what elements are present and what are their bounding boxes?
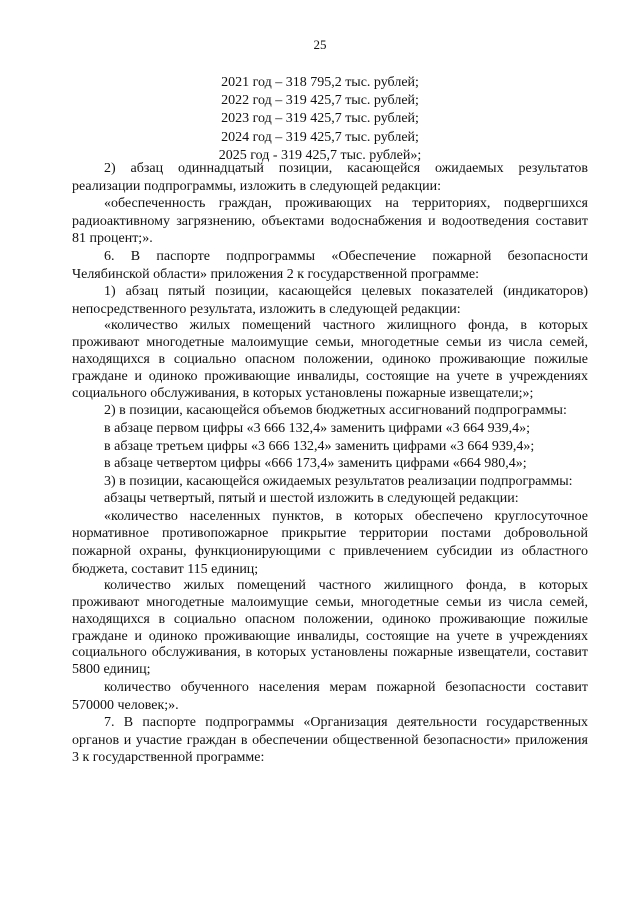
paragraphs-replacement-note: абзацы четвертый, пятый и шестой изложить в следующей редакции: — [104, 491, 519, 507]
funding-year-line: 2025 год - 319 425,7 тыс. рублей»; — [218, 147, 422, 163]
page-number: 25 — [313, 37, 327, 52]
paragraph-item-3: 3) в позиции, касающейся ожидаемых результатов реализации подпрограммы: — [104, 473, 573, 489]
quoted-amendment-fire-detectors: «количество жилых помещений частного жилищного фонда, в которых проживают многодетные малоимущие семьи, многодетные семьи из числа семей, находящихся в социально опасном положении, одиноко проживающие пожилые граждане и одиноко проживающие инвалиды, состоящие на учете в учреждениях социального обслуживания, в которых установлены пожарные извещатели;»; — [72, 318, 588, 401]
funding-year-line: 2022 год – 319 425,7 тыс. рублей; — [221, 93, 419, 109]
paragraph-item-2: 2) абзац одиннадцатый позиции, касающейся ожидаемых результатов реализации подпрограммы, изложить в следующей редакции: — [72, 161, 588, 194]
funding-by-year-list — [0, 74, 640, 165]
amendment-dwellings-count: количество жилых помещений частного жилищного фонда, в которых проживают многодетные малоимущие семьи, многодетные семьи из числа семей, находящихся в социально опасном положении, одиноко проживающие пожилые граждане и одиноко проживающие инвалиды, состоящие на учете в учреждениях социального обслуживания, в которых установлены пожарные извещатели, составит 5800 единиц; — [72, 578, 588, 678]
document-body — [72, 160, 588, 767]
funding-year-line: 2023 год – 319 425,7 тыс. рублей; — [221, 111, 419, 127]
section-6-heading: 6. В паспорте подпрограммы «Обеспечение пожарной безопасности Челябинской области» приложения 2 к государственной программе: — [72, 248, 588, 282]
paragraph-item-2-budget: 2) в позиции, касающейся объемов бюджетных ассигнований подпрограммы: — [104, 403, 567, 419]
quoted-amendment-radiation: «обеспеченность граждан, проживающих на территориях, подвергшихся радиоактивному загрязнению, объектами водоснабжения и водоотведения составит 81 процент;». — [72, 196, 588, 247]
funding-year-line: 2024 год – 319 425,7 тыс. рублей; — [221, 129, 419, 145]
budget-change-fourth: в абзаце четвертом цифры «666 173,4» заменить цифрами «664 980,4»; — [104, 456, 527, 472]
paragraph-item-1: 1) абзац пятый позиции, касающейся целевых показателей (индикаторов) непосредственного результата, изложить в следующей редакции: — [72, 284, 588, 317]
funding-year-line: 2021 год – 318 795,2 тыс. рублей; — [221, 75, 419, 90]
quoted-amendment-settlements: «количество населенных пунктов, в которых обеспечено круглосуточное нормативное противопожарное прикрытие территории постами добровольной пожарной охраны, функционирующими с привлечением субсидии из областного бюджета, составит 115 единиц; — [72, 508, 588, 577]
budget-change-first: в абзаце первом цифры «3 666 132,4» заменить цифрами «3 664 939,4»; — [104, 420, 530, 436]
budget-change-third: в абзаце третьем цифры «3 666 132,4» заменить цифрами «3 664 939,4»; — [104, 438, 535, 454]
amendment-trained-population: количество обученного населения мерам пожарной безопасности составит 570000 человек;». — [72, 680, 588, 713]
section-7-heading: 7. В паспорте подпрограммы «Организация деятельности государственных органов и участие граждан в обеспечении общественной безопасности» приложения 3 к государственной программе: — [72, 715, 588, 766]
